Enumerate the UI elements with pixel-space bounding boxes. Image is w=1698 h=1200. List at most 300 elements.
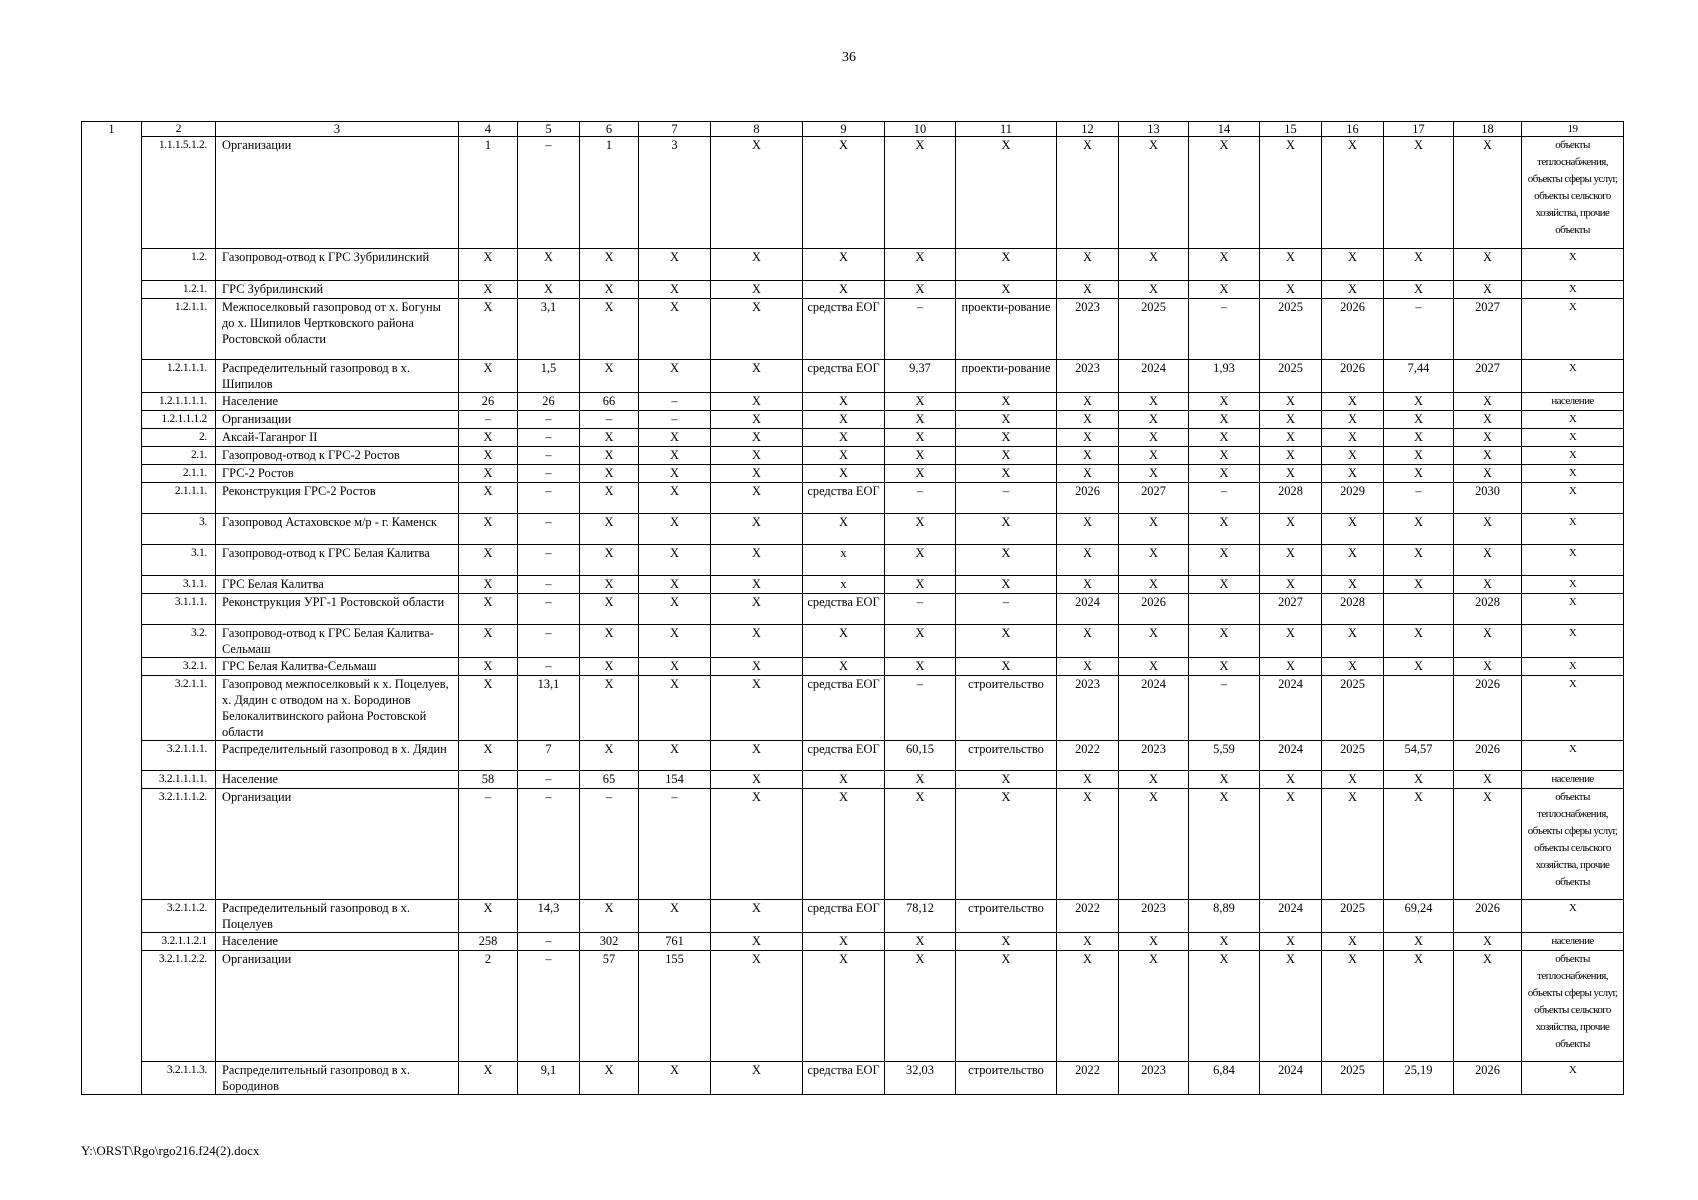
cell-col-4: Х: [459, 465, 518, 483]
cell-col-12: Х: [1057, 281, 1119, 299]
cell-col-15: Х: [1260, 951, 1322, 1062]
cell-col-4: Х: [459, 429, 518, 447]
cell-col-14: 8,89: [1189, 900, 1260, 933]
header-cell-7: 7: [639, 122, 711, 137]
cell-col-4: Х: [459, 545, 518, 576]
cell-col-16: Х: [1322, 465, 1384, 483]
cell-col-11: Х: [956, 465, 1057, 483]
cell-col-7: Х: [639, 741, 711, 771]
cell-col-6: Х: [580, 429, 639, 447]
cell-col-2: 1.2.1.1.1.2: [142, 411, 216, 429]
cell-col-6: Х: [580, 281, 639, 299]
cell-col-17: Х: [1384, 281, 1454, 299]
header-cell-4: 4: [459, 122, 518, 137]
header-cell-19: 19: [1522, 122, 1624, 137]
cell-col-1: [82, 483, 142, 514]
cell-col-6: 302: [580, 933, 639, 951]
cell-col-2: 3.2.: [142, 625, 216, 658]
cell-col-5: 3,1: [518, 299, 580, 360]
cell-col-9: Х: [803, 411, 885, 429]
cell-col-5: 13,1: [518, 676, 580, 741]
cell-col-10: Х: [885, 249, 956, 281]
cell-col-16: Х: [1322, 789, 1384, 900]
cell-col-18: 2026: [1454, 1062, 1522, 1095]
cell-col-9: Х: [803, 789, 885, 900]
cell-col-9: Х: [803, 658, 885, 676]
cell-col-13: Х: [1119, 933, 1189, 951]
cell-col-7: 154: [639, 771, 711, 789]
cell-col-5: –: [518, 658, 580, 676]
cell-col-7: Х: [639, 514, 711, 545]
cell-col-14: Х: [1189, 771, 1260, 789]
cell-col-17: –: [1384, 299, 1454, 360]
cell-col-9: Х: [803, 951, 885, 1062]
cell-col-19: Х: [1522, 249, 1624, 281]
cell-col-12: Х: [1057, 514, 1119, 545]
cell-col-13: Х: [1119, 249, 1189, 281]
cell-col-4: Х: [459, 741, 518, 771]
cell-col-10: Х: [885, 625, 956, 658]
cell-col-8: Х: [711, 281, 803, 299]
cell-col-10: Х: [885, 933, 956, 951]
cell-col-12: Х: [1057, 137, 1119, 249]
cell-col-7: Х: [639, 594, 711, 625]
cell-col-15: Х: [1260, 447, 1322, 465]
cell-col-13: 2023: [1119, 741, 1189, 771]
cell-col-14: 6,84: [1189, 1062, 1260, 1095]
cell-col-10: Х: [885, 514, 956, 545]
cell-col-11: проекти-рование: [956, 360, 1057, 393]
header-cell-8: 8: [711, 122, 803, 137]
cell-col-18: 2026: [1454, 741, 1522, 771]
cell-col-11: Х: [956, 393, 1057, 411]
cell-col-18: Х: [1454, 429, 1522, 447]
cell-col-19: население: [1522, 393, 1624, 411]
cell-col-6: –: [580, 411, 639, 429]
cell-col-2: 3.2.1.1.3.: [142, 1062, 216, 1095]
cell-col-9: средства ЕОГ: [803, 900, 885, 933]
cell-col-8: Х: [711, 676, 803, 741]
cell-col-11: Х: [956, 429, 1057, 447]
cell-col-7: Х: [639, 249, 711, 281]
cell-col-3: ГРС Белая Калитва: [216, 576, 459, 594]
cell-col-18: Х: [1454, 281, 1522, 299]
cell-col-5: 1,5: [518, 360, 580, 393]
cell-col-11: Х: [956, 789, 1057, 900]
cell-col-15: 2025: [1260, 299, 1322, 360]
cell-col-18: Х: [1454, 933, 1522, 951]
cell-col-19: Х: [1522, 411, 1624, 429]
cell-col-19: объекты теплоснабжения, объекты сферы услуг, объекты сельского хозяйства, прочие объекты: [1522, 137, 1624, 249]
cell-col-18: Х: [1454, 137, 1522, 249]
header-cell-9: 9: [803, 122, 885, 137]
table-row: [82, 951, 1624, 1062]
cell-col-15: Х: [1260, 429, 1322, 447]
cell-col-11: Х: [956, 249, 1057, 281]
cell-col-18: Х: [1454, 411, 1522, 429]
cell-col-17: Х: [1384, 429, 1454, 447]
cell-col-14: Х: [1189, 137, 1260, 249]
cell-col-1: [82, 411, 142, 429]
cell-col-19: Х: [1522, 429, 1624, 447]
cell-col-5: –: [518, 514, 580, 545]
cell-col-14: Х: [1189, 545, 1260, 576]
cell-col-8: Х: [711, 360, 803, 393]
cell-col-16: Х: [1322, 249, 1384, 281]
table-row: [82, 393, 1624, 411]
cell-col-9: Х: [803, 933, 885, 951]
cell-col-1: [82, 900, 142, 933]
cell-col-5: –: [518, 625, 580, 658]
table-row: [82, 789, 1624, 900]
header-cell-11: 11: [956, 122, 1057, 137]
cell-col-13: Х: [1119, 429, 1189, 447]
cell-col-18: 2026: [1454, 900, 1522, 933]
cell-col-8: Х: [711, 249, 803, 281]
cell-col-17: Х: [1384, 933, 1454, 951]
cell-col-14: Х: [1189, 249, 1260, 281]
cell-col-14: Х: [1189, 465, 1260, 483]
cell-col-11: Х: [956, 625, 1057, 658]
cell-col-9: средства ЕОГ: [803, 594, 885, 625]
cell-col-17: Х: [1384, 465, 1454, 483]
cell-col-12: 2024: [1057, 594, 1119, 625]
cell-col-3: ГРС-2 Ростов: [216, 465, 459, 483]
cell-col-7: 3: [639, 137, 711, 249]
cell-col-9: Х: [803, 429, 885, 447]
cell-col-12: 2022: [1057, 741, 1119, 771]
cell-col-5: –: [518, 483, 580, 514]
cell-col-18: Х: [1454, 771, 1522, 789]
cell-col-4: –: [459, 411, 518, 429]
cell-col-1: [82, 137, 142, 249]
cell-col-6: Х: [580, 514, 639, 545]
cell-col-16: Х: [1322, 281, 1384, 299]
cell-col-6: –: [580, 789, 639, 900]
cell-col-2: 3.2.1.: [142, 658, 216, 676]
cell-col-11: Х: [956, 771, 1057, 789]
cell-col-4: Х: [459, 576, 518, 594]
cell-col-1: [82, 545, 142, 576]
cell-col-7: Х: [639, 281, 711, 299]
cell-col-3: Распределительный газопровод в х. Поцелуев: [216, 900, 459, 933]
cell-col-11: Х: [956, 933, 1057, 951]
cell-col-11: строительство: [956, 676, 1057, 741]
cell-col-12: Х: [1057, 545, 1119, 576]
cell-col-2: 1.2.1.1.: [142, 299, 216, 360]
cell-col-16: 2025: [1322, 900, 1384, 933]
footer-file-path: Y:\ORST\Rgo\rgo216.f24(2).docx: [81, 1143, 260, 1158]
cell-col-9: Х: [803, 393, 885, 411]
cell-col-11: Х: [956, 281, 1057, 299]
cell-col-3: Организации: [216, 411, 459, 429]
cell-col-15: Х: [1260, 625, 1322, 658]
cell-col-10: Х: [885, 447, 956, 465]
cell-col-9: Х: [803, 447, 885, 465]
cell-col-15: 2024: [1260, 741, 1322, 771]
table-row: [82, 1062, 1624, 1095]
cell-col-16: Х: [1322, 576, 1384, 594]
cell-col-2: 3.2.1.1.2.: [142, 900, 216, 933]
cell-col-2: 3.2.1.1.1.2.: [142, 789, 216, 900]
cell-col-7: 761: [639, 933, 711, 951]
cell-col-11: –: [956, 594, 1057, 625]
cell-col-4: 26: [459, 393, 518, 411]
table-row: [82, 137, 1624, 249]
cell-col-9: х: [803, 545, 885, 576]
cell-col-16: 2025: [1322, 676, 1384, 741]
cell-col-6: Х: [580, 1062, 639, 1095]
cell-col-5: –: [518, 545, 580, 576]
cell-col-18: Х: [1454, 393, 1522, 411]
cell-col-4: Х: [459, 483, 518, 514]
cell-col-19: население: [1522, 771, 1624, 789]
cell-col-16: Х: [1322, 545, 1384, 576]
cell-col-17: Х: [1384, 137, 1454, 249]
cell-col-4: 1: [459, 137, 518, 249]
cell-col-1: [82, 1062, 142, 1095]
cell-col-15: 2027: [1260, 594, 1322, 625]
cell-col-15: Х: [1260, 576, 1322, 594]
cell-col-1: [82, 514, 142, 545]
cell-col-1: [82, 281, 142, 299]
cell-col-19: Х: [1522, 545, 1624, 576]
cell-col-9: Х: [803, 771, 885, 789]
cell-col-10: 32,03: [885, 1062, 956, 1095]
cell-col-15: Х: [1260, 137, 1322, 249]
cell-col-16: Х: [1322, 771, 1384, 789]
cell-col-19: Х: [1522, 658, 1624, 676]
cell-col-5: –: [518, 951, 580, 1062]
cell-col-7: 155: [639, 951, 711, 1062]
cell-col-10: Х: [885, 429, 956, 447]
cell-col-17: –: [1384, 483, 1454, 514]
cell-col-13: Х: [1119, 514, 1189, 545]
cell-col-8: Х: [711, 771, 803, 789]
cell-col-8: Х: [711, 951, 803, 1062]
cell-col-13: Х: [1119, 465, 1189, 483]
cell-col-16: Х: [1322, 393, 1384, 411]
cell-col-17: Х: [1384, 625, 1454, 658]
cell-col-5: 26: [518, 393, 580, 411]
cell-col-18: 2027: [1454, 360, 1522, 393]
cell-col-10: Х: [885, 281, 956, 299]
cell-col-15: Х: [1260, 249, 1322, 281]
cell-col-4: 58: [459, 771, 518, 789]
cell-col-6: Х: [580, 360, 639, 393]
cell-col-6: Х: [580, 483, 639, 514]
cell-col-1: [82, 299, 142, 360]
cell-col-17: [1384, 594, 1454, 625]
cell-col-7: –: [639, 393, 711, 411]
cell-col-9: Х: [803, 137, 885, 249]
cell-col-18: 2028: [1454, 594, 1522, 625]
cell-col-9: средства ЕОГ: [803, 299, 885, 360]
cell-col-12: Х: [1057, 576, 1119, 594]
cell-col-3: Организации: [216, 951, 459, 1062]
cell-col-13: 2024: [1119, 360, 1189, 393]
cell-col-8: Х: [711, 1062, 803, 1095]
cell-col-17: 54,57: [1384, 741, 1454, 771]
cell-col-2: 1.2.1.: [142, 281, 216, 299]
cell-col-19: Х: [1522, 900, 1624, 933]
cell-col-4: Х: [459, 447, 518, 465]
cell-col-10: Х: [885, 137, 956, 249]
cell-col-4: Х: [459, 360, 518, 393]
cell-col-1: [82, 789, 142, 900]
cell-col-5: –: [518, 594, 580, 625]
cell-col-12: 2023: [1057, 299, 1119, 360]
table-row: [82, 741, 1624, 771]
table-row: [82, 625, 1624, 658]
cell-col-12: Х: [1057, 625, 1119, 658]
cell-col-13: 2024: [1119, 676, 1189, 741]
cell-col-1: [82, 933, 142, 951]
cell-col-19: Х: [1522, 483, 1624, 514]
cell-col-11: –: [956, 483, 1057, 514]
cell-col-3: Газопровод-отвод к ГРС Белая Калитва-Сельмаш: [216, 625, 459, 658]
cell-col-16: Х: [1322, 933, 1384, 951]
cell-col-10: 9,37: [885, 360, 956, 393]
cell-col-8: Х: [711, 411, 803, 429]
cell-col-3: Газопровод Астаховское м/р - г. Каменск: [216, 514, 459, 545]
cell-col-1: [82, 741, 142, 771]
cell-col-3: Газопровод-отвод к ГРС Зубрилинский: [216, 249, 459, 281]
cell-col-6: 65: [580, 771, 639, 789]
cell-col-18: Х: [1454, 465, 1522, 483]
cell-col-5: 9,1: [518, 1062, 580, 1095]
cell-col-9: средства ЕОГ: [803, 741, 885, 771]
cell-col-17: [1384, 676, 1454, 741]
cell-col-10: Х: [885, 789, 956, 900]
cell-col-15: Х: [1260, 771, 1322, 789]
page-number: 36: [842, 50, 856, 65]
cell-col-14: –: [1189, 676, 1260, 741]
cell-col-7: Х: [639, 625, 711, 658]
cell-col-11: проекти-рование: [956, 299, 1057, 360]
cell-col-5: Х: [518, 249, 580, 281]
table-row: [82, 281, 1624, 299]
cell-col-16: Х: [1322, 625, 1384, 658]
cell-col-18: Х: [1454, 576, 1522, 594]
cell-col-2: 3.2.1.1.1.: [142, 741, 216, 771]
cell-col-15: 2024: [1260, 676, 1322, 741]
cell-col-15: 2024: [1260, 900, 1322, 933]
cell-col-7: Х: [639, 447, 711, 465]
cell-col-13: 2023: [1119, 1062, 1189, 1095]
cell-col-10: Х: [885, 951, 956, 1062]
cell-col-18: Х: [1454, 447, 1522, 465]
cell-col-1: [82, 658, 142, 676]
header-cell-1: 1: [82, 122, 142, 137]
cell-col-13: Х: [1119, 137, 1189, 249]
cell-col-19: Х: [1522, 676, 1624, 741]
cell-col-11: строительство: [956, 1062, 1057, 1095]
cell-col-13: Х: [1119, 411, 1189, 429]
cell-col-11: Х: [956, 545, 1057, 576]
cell-col-6: Х: [580, 900, 639, 933]
cell-col-17: Х: [1384, 514, 1454, 545]
cell-col-12: Х: [1057, 249, 1119, 281]
cell-col-16: 2025: [1322, 741, 1384, 771]
cell-col-5: 7: [518, 741, 580, 771]
header-cell-3: 3: [216, 122, 459, 137]
cell-col-8: Х: [711, 545, 803, 576]
cell-col-13: Х: [1119, 951, 1189, 1062]
cell-col-19: Х: [1522, 741, 1624, 771]
table-row: [82, 658, 1624, 676]
cell-col-1: [82, 360, 142, 393]
cell-col-15: Х: [1260, 514, 1322, 545]
cell-col-9: Х: [803, 514, 885, 545]
cell-col-6: Х: [580, 299, 639, 360]
table-row: [82, 545, 1624, 576]
cell-col-8: Х: [711, 789, 803, 900]
cell-col-2: 1.2.1.1.1.1.: [142, 393, 216, 411]
cell-col-18: Х: [1454, 249, 1522, 281]
cell-col-9: Х: [803, 625, 885, 658]
cell-col-8: Х: [711, 594, 803, 625]
cell-col-16: Х: [1322, 447, 1384, 465]
cell-col-13: Х: [1119, 658, 1189, 676]
cell-col-14: Х: [1189, 789, 1260, 900]
cell-col-18: Х: [1454, 789, 1522, 900]
cell-col-7: Х: [639, 658, 711, 676]
cell-col-3: Распределительный газопровод в х. Шипилов: [216, 360, 459, 393]
cell-col-15: Х: [1260, 658, 1322, 676]
cell-col-17: Х: [1384, 576, 1454, 594]
cell-col-12: Х: [1057, 933, 1119, 951]
cell-col-10: 60,15: [885, 741, 956, 771]
cell-col-10: Х: [885, 771, 956, 789]
cell-col-8: Х: [711, 393, 803, 411]
cell-col-19: Х: [1522, 465, 1624, 483]
table-row: [82, 465, 1624, 483]
cell-col-3: ГРС Зубрилинский: [216, 281, 459, 299]
cell-col-14: Х: [1189, 281, 1260, 299]
cell-col-3: Население: [216, 933, 459, 951]
cell-col-3: Распределительный газопровод в х. Бородинов: [216, 1062, 459, 1095]
cell-col-8: Х: [711, 576, 803, 594]
table-body: [82, 122, 1624, 1095]
cell-col-3: Реконструкция УРГ-1 Ростовской области: [216, 594, 459, 625]
table-row: [82, 594, 1624, 625]
cell-col-12: 2023: [1057, 676, 1119, 741]
cell-col-17: Х: [1384, 789, 1454, 900]
header-cell-15: 15: [1260, 122, 1322, 137]
cell-col-15: 2028: [1260, 483, 1322, 514]
header-cell-14: 14: [1189, 122, 1260, 137]
cell-col-12: Х: [1057, 771, 1119, 789]
cell-col-18: 2030: [1454, 483, 1522, 514]
cell-col-8: Х: [711, 465, 803, 483]
cell-col-14: Х: [1189, 411, 1260, 429]
cell-col-8: Х: [711, 299, 803, 360]
cell-col-4: Х: [459, 514, 518, 545]
cell-col-13: Х: [1119, 545, 1189, 576]
cell-col-14: Х: [1189, 393, 1260, 411]
cell-col-9: средства ЕОГ: [803, 676, 885, 741]
cell-col-14: Х: [1189, 951, 1260, 1062]
cell-col-5: –: [518, 137, 580, 249]
header-cell-5: 5: [518, 122, 580, 137]
cell-col-17: 25,19: [1384, 1062, 1454, 1095]
table-row: [82, 360, 1624, 393]
cell-col-17: Х: [1384, 411, 1454, 429]
cell-col-10: Х: [885, 545, 956, 576]
cell-col-12: 2022: [1057, 900, 1119, 933]
cell-col-9: средства ЕОГ: [803, 1062, 885, 1095]
